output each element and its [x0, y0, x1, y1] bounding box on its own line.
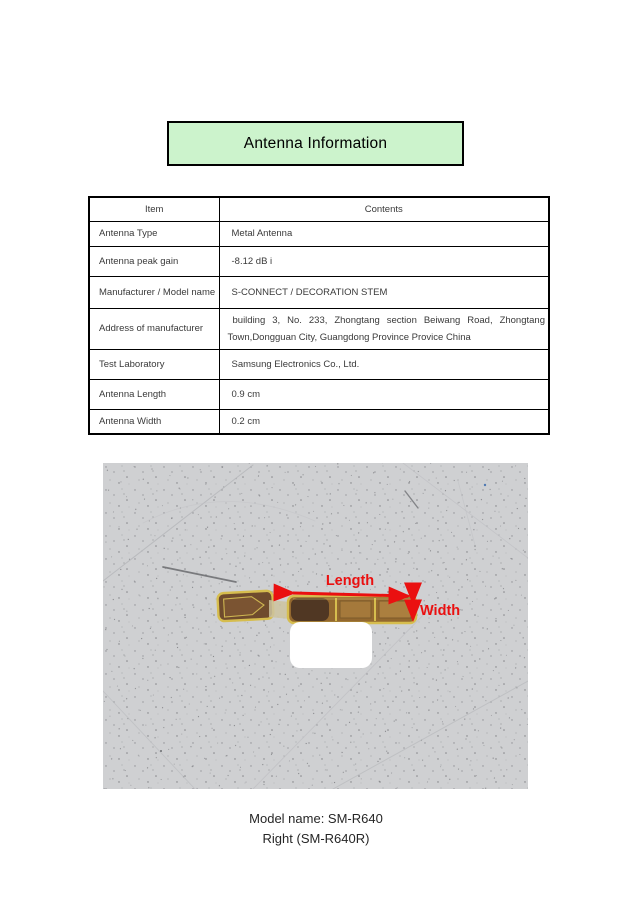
antenna-photo — [103, 463, 528, 789]
antenna-info-table — [88, 196, 550, 435]
table-row — [89, 409, 549, 434]
antenna-main-bar — [288, 596, 416, 623]
row-label-antenna-width: Antenna Width — [89, 409, 219, 434]
width-annotation-label: Width — [420, 603, 461, 619]
table-row — [89, 276, 549, 308]
row-value-antenna-width: 0.2 cm — [219, 409, 549, 434]
table-row — [89, 308, 549, 349]
header-item: Item — [89, 197, 219, 221]
row-label-test-laboratory: Test Laboratory — [89, 349, 219, 379]
header-contents: Contents — [219, 197, 549, 221]
table-row — [89, 246, 549, 276]
row-value-antenna-type: Metal Antenna — [219, 221, 549, 246]
row-value-manufacturer: S-CONNECT / DECORATION STEM — [219, 276, 549, 308]
page-title: Antenna Information — [243, 134, 388, 152]
row-label-antenna-type: Antenna Type — [89, 221, 219, 246]
antenna-left-pad — [217, 591, 273, 622]
caption-model-name: Model name: SM-R640 — [249, 811, 383, 826]
title-banner — [167, 121, 464, 166]
row-value-antenna-length: 0.9 cm — [219, 379, 549, 409]
row-value-test-laboratory: Samsung Electronics Co., Ltd. — [219, 349, 549, 379]
row-value-address: building 3, No. 233, Zhongtang section Beiwang Road, Zhongtang Town,Dongguan City, Guangdong Province Provice China — [219, 308, 549, 349]
table-row — [89, 349, 549, 379]
row-label-manufacturer: Manufacturer / Model name — [89, 276, 219, 308]
caption-variant: Right (SM-R640R) — [262, 831, 370, 846]
table-row — [89, 221, 549, 246]
row-label-address: Address of manufacturer — [89, 308, 219, 349]
length-annotation-label: Length — [325, 573, 375, 589]
row-value-peak-gain: -8.12 dB i — [219, 246, 549, 276]
table-header-row — [89, 197, 549, 221]
row-label-antenna-length: Antenna Length — [89, 379, 219, 409]
antenna-dark-section — [291, 598, 329, 621]
row-label-peak-gain: Antenna peak gain — [89, 246, 219, 276]
table-row — [89, 379, 549, 409]
redaction-box — [290, 622, 372, 668]
